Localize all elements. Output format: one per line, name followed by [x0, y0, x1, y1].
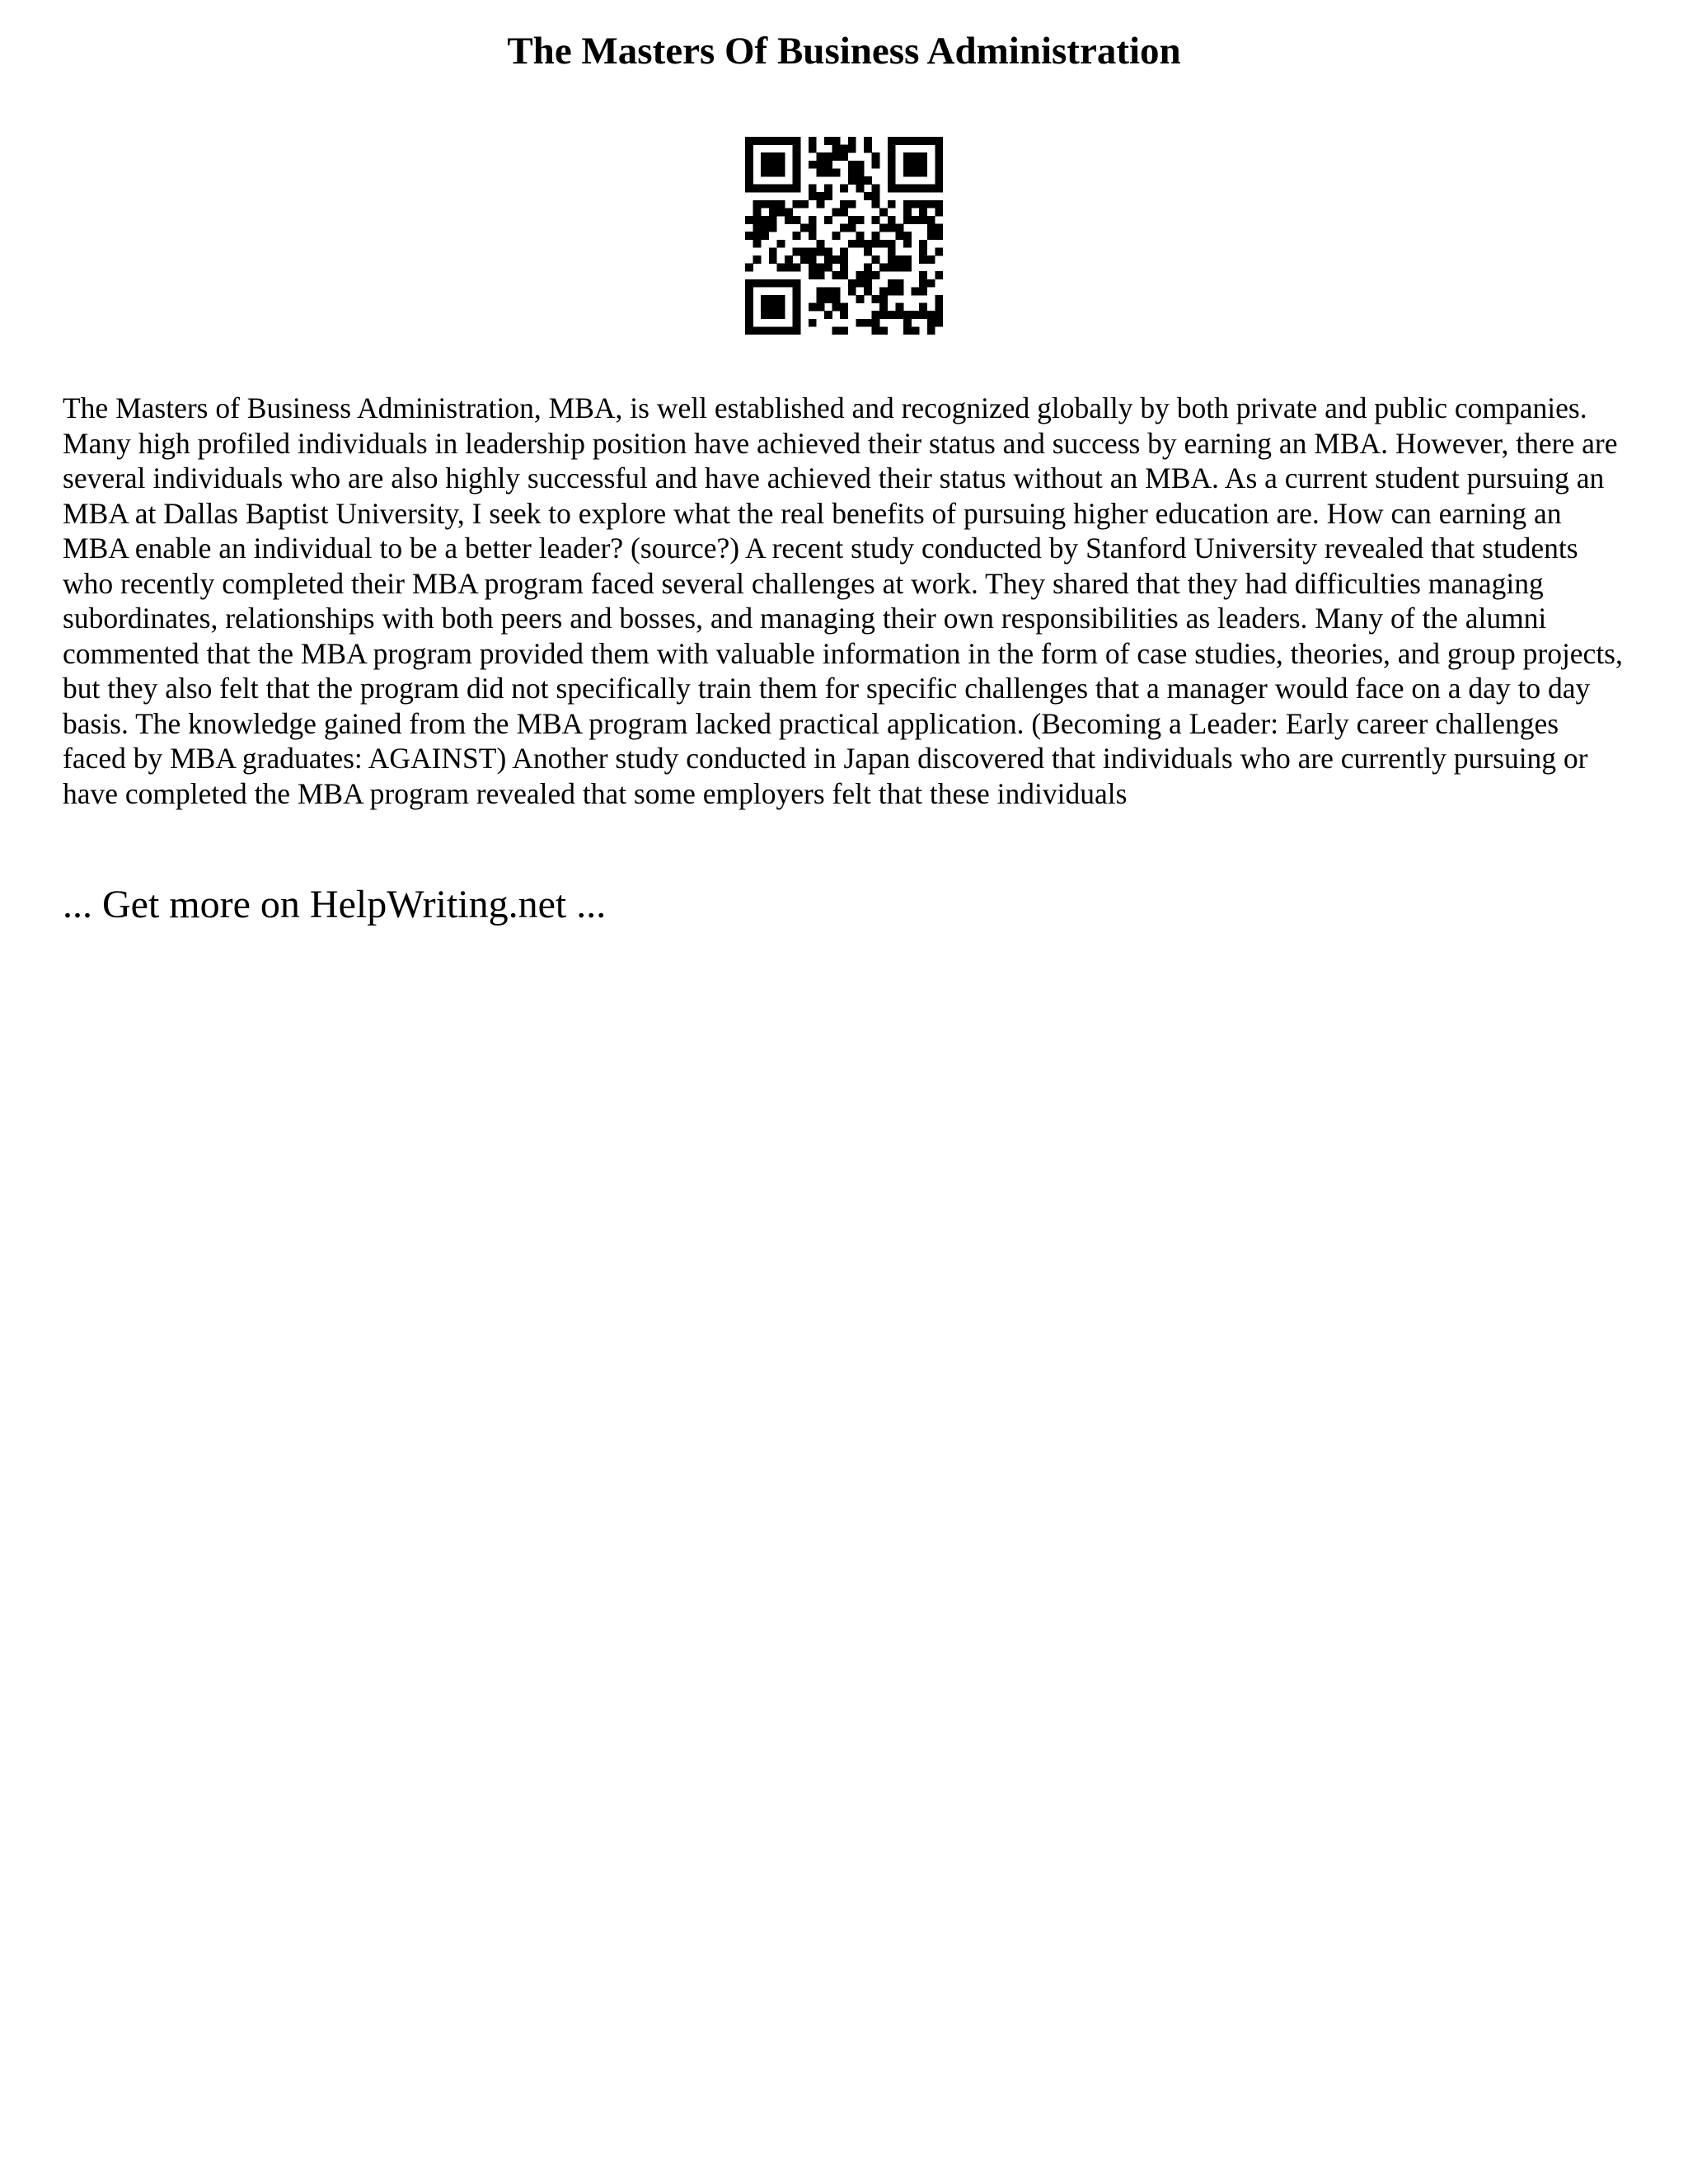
document-body-text: The Masters of Business Administration, MBA, is well established and recognized globally by both private and public companies. Many high profiled individuals in leadership position have achieved their status and success by earning an MBA. However, there are several individuals who are also highly successful and have achieved their status without an MBA. As a current student pursuing an MBA at Dallas Baptist University, I seek to explore what the real benefits of pursuing higher education are. How can earning an MBA enable an individual to be a better leader? (source?) A recent study conducted by Stanford University revealed that students who recently completed their MBA program faced several challenges at work. They shared that they had difficulties managing subordinates, relationships with both peers and bosses, and managing their own responsibilities as leaders. Many of the alumni commented that the MBA program provided them with valuable information in the form of case studies, theories, and group projects, but they also felt that the program did not specifically train them for specific challenges that a manager would face on a day to day basis. The knowledge gained from the MBA program lacked practical application. (Becoming a Leader: Early career challenges faced by MBA graduates: AGAINST) Another study conducted in Japan discovered that individuals who are currently pursuing or have completed the MBA program revealed that some employers felt that these individuals — [63, 391, 1623, 810]
qr-code-icon — [745, 137, 943, 335]
get-more-link[interactable]: ... Get more on HelpWriting.net ... — [63, 883, 607, 926]
document-title: The Masters Of Business Administration — [507, 30, 1181, 73]
